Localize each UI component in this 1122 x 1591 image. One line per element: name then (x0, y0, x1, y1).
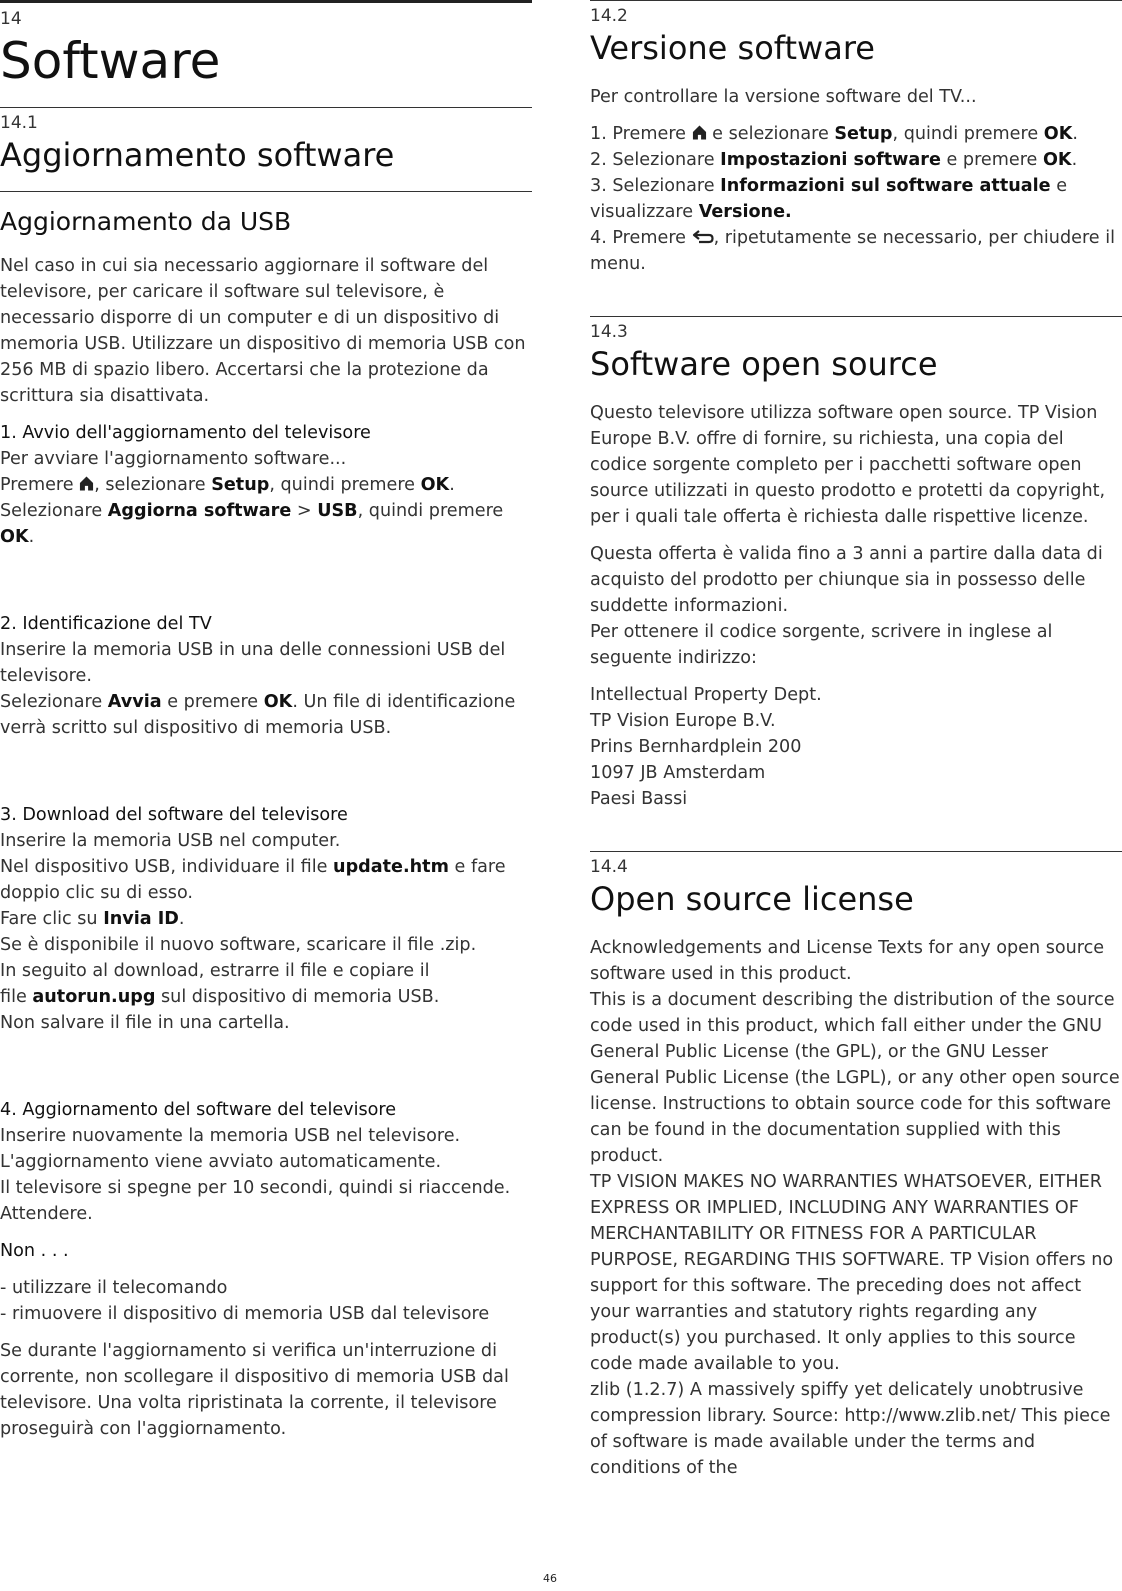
version-text: . (1072, 124, 1078, 144)
section-title: Software open source (590, 345, 938, 383)
spacer (0, 1047, 532, 1097)
section-number: 14.3 (590, 322, 628, 342)
ok-label: OK (0, 527, 29, 547)
step3-heading: 3. Download del software del televisore (0, 805, 348, 825)
spacer (590, 288, 1122, 316)
subsection-title: Aggiornamento da USB (0, 207, 292, 236)
versione-label: Versione. (698, 202, 792, 222)
autorun-upg-label: autorun.upg (32, 987, 156, 1007)
intro-paragraph: Nel caso in cui sia necessario aggiornare il software del televisore, per caricare il software sul televisore, è necessario disporre di un computer e di un dispositivo di memoria USB. Utilizzare un dispositivo di memoria USB con 256 MB di spazio libero. Accertarsi che la protezione da scrittura sia disattivata. (0, 256, 526, 406)
step3-text: Fare clic su (0, 909, 104, 929)
license-text: Acknowledgements and License Texts for any open source software used in this product. This is a document describing the distribution of the source code used in this product, which fall either under the GNU General Public License (the GPL), or the GNU Lesser General Public License (the LGPL), or any other open source license. Instructions to obtain source code for this software can be found in the documentation supplied with this product. TP VISION MAKES NO WARRANTIES WHATSOEVER, EITHER EXPRESS OR IMPLIED, INCLUDING ANY WARRANTIES OF MERCHANTABILITY OR FITNESS FOR A PARTICULAR PURPOSE, REGARDING THIS SOFTWARE. TP Vision offers no support for this software. The preceding does not affect your warranties and statutory rights regarding any product(s) you purchased. It only applies to this source code made available to you. zlib (1.2.7) A massively spiffy yet delicately unobtrusive compression library. Source: http://www.zlib.net/ This piece of software is made available under the terms and conditions of the (590, 938, 1120, 1478)
step4-line2: L'aggiornamento viene avviato automaticamente. (0, 1152, 442, 1172)
step4-line4: Attendere. (0, 1204, 93, 1224)
step3-text: Nel dispositivo USB, individuare il file (0, 857, 334, 877)
step1-heading: 1. Avvio dell'aggiornamento del televisore (0, 423, 371, 443)
offer-paragraph: Questa offerta è valida fino a 3 anni a partire dalla data di acquisto del prodotto per chiunque sia in possesso delle suddette informazioni. Per ottenere il codice sorgente, scrivere in inglese al seguente indirizzo: (590, 544, 1103, 668)
step3-line4: Se è disponibile il nuovo software, scaricare il file .zip. (0, 935, 477, 955)
usb-label: USB (317, 501, 358, 521)
step1-text: > (291, 501, 318, 521)
version-text: . (1071, 150, 1078, 170)
step3-line1: Inserire la memoria USB nel computer. (0, 831, 341, 851)
informazioni-software-label: Informazioni sul software attuale (720, 176, 1051, 196)
version-text: 2. Selezionare (590, 150, 721, 170)
step3-text: . (178, 909, 185, 929)
avvia-label: Avvia (107, 692, 162, 712)
spacer (0, 561, 532, 611)
ok-label: OK (263, 692, 293, 712)
invia-id-label: Invia ID (103, 909, 179, 929)
impostazioni-software-label: Impostazioni software (720, 150, 941, 170)
step1-text: . (449, 475, 455, 495)
home-icon (79, 476, 94, 491)
closing-paragraph: Se durante l'aggiornamento si verifica un'interruzione di corrente, non scollegare il dispositivo di memoria USB dal televisore. Una volta ripristinata la corrente, il televisore proseguirà con l'aggiornamento. (0, 1341, 509, 1439)
version-text: visualizzare (590, 202, 699, 222)
version-text: e selezionare (706, 124, 835, 144)
opensource-paragraph: Questo televisore utilizza software open source. TP Vision Europe B.V. offre di fornire, su richiesta, una copia del codice sorgente completo per i pacchetti software open source utilizzati in questo prodotto e protetti da copyright, per i quali tale offerta è richiesta dalle rispettive licenze. (590, 403, 1106, 527)
section-title: Open source license (590, 880, 914, 918)
spacer (0, 752, 532, 802)
non-heading: Non . . . (0, 1241, 69, 1261)
version-text: , ripetutamente se necessario, per chiudere il menu. (590, 228, 1115, 274)
spacer (590, 823, 1122, 851)
step1-text: , quindi premere (269, 475, 421, 495)
right-column (590, 0, 1122, 1492)
step1-text: , selezionare (94, 475, 212, 495)
version-text: e premere (940, 150, 1043, 170)
chapter-title: Software (0, 32, 221, 90)
step1-block (0, 420, 532, 550)
step3-text: e fare doppio clic su di esso. (0, 857, 506, 903)
section-number: 14.2 (590, 6, 628, 26)
ok-label: OK (420, 475, 450, 495)
step1-line1: Per avviare l'aggiornamento software... (0, 449, 347, 469)
version-text: 4. Premere (590, 228, 692, 248)
version-text: e (1050, 176, 1068, 196)
step2-line1: Inserire la memoria USB in una delle connessioni USB del televisore. (0, 640, 506, 686)
step2-heading: 2. Identificazione del TV (0, 614, 212, 634)
step1-text: Selezionare (0, 501, 108, 521)
version-text: , quindi premere (892, 124, 1044, 144)
step3-text: sul dispositivo di memoria USB. (155, 987, 440, 1007)
step2-block (0, 611, 532, 741)
section-number: 14.4 (590, 857, 628, 877)
step1-text: Premere (0, 475, 80, 495)
step3-text: file (0, 987, 33, 1007)
section-title: Versione software (590, 29, 875, 67)
version-text: 3. Selezionare (590, 176, 721, 196)
step3-line5: In seguito al download, estrarre il file e copiare il (0, 961, 430, 981)
left-column (0, 0, 532, 1453)
setup-label: Setup (211, 475, 270, 495)
step2-text: Selezionare (0, 692, 108, 712)
version-intro: Per controllare la versione software del TV... (590, 87, 977, 107)
chapter-number: 14 (0, 9, 22, 29)
step4-heading: 4. Aggiornamento del software del televisore (0, 1100, 397, 1120)
step2-text: . Un file di identificazione verrà scritto sul dispositivo di memoria USB. (0, 692, 516, 738)
back-icon (692, 229, 714, 244)
step3-block (0, 802, 532, 1036)
version-steps (590, 121, 1122, 277)
ok-label: OK (1042, 150, 1072, 170)
step1-text: , quindi premere (357, 501, 504, 521)
update-htm-label: update.htm (333, 857, 449, 877)
version-text: 1. Premere (590, 124, 692, 144)
step4-line1: Inserire nuovamente la memoria USB nel televisore. (0, 1126, 461, 1146)
home-icon (692, 125, 707, 140)
section-number: 14.1 (0, 113, 38, 133)
step4-block (0, 1097, 532, 1227)
address-block: Intellectual Property Dept. TP Vision Europe B.V. Prins Bernhardplein 200 1097 JB Amsterdam Paesi Bassi (590, 685, 822, 809)
page-number: 46 (543, 1572, 557, 1585)
step2-text: e premere (161, 692, 264, 712)
section-title: Aggiornamento software (0, 136, 395, 174)
step4-line3: Il televisore si spegne per 10 secondi, quindi si riaccende. (0, 1178, 511, 1198)
setup-label: Setup (834, 124, 893, 144)
ok-label: OK (1043, 124, 1073, 144)
step1-text: . (28, 527, 35, 547)
step3-line7: Non salvare il file in una cartella. (0, 1013, 290, 1033)
aggiorna-software-label: Aggiorna software (107, 501, 292, 521)
bullet-list: - utilizzare il telecomando - rimuovere il dispositivo di memoria USB dal televisore (0, 1278, 490, 1324)
